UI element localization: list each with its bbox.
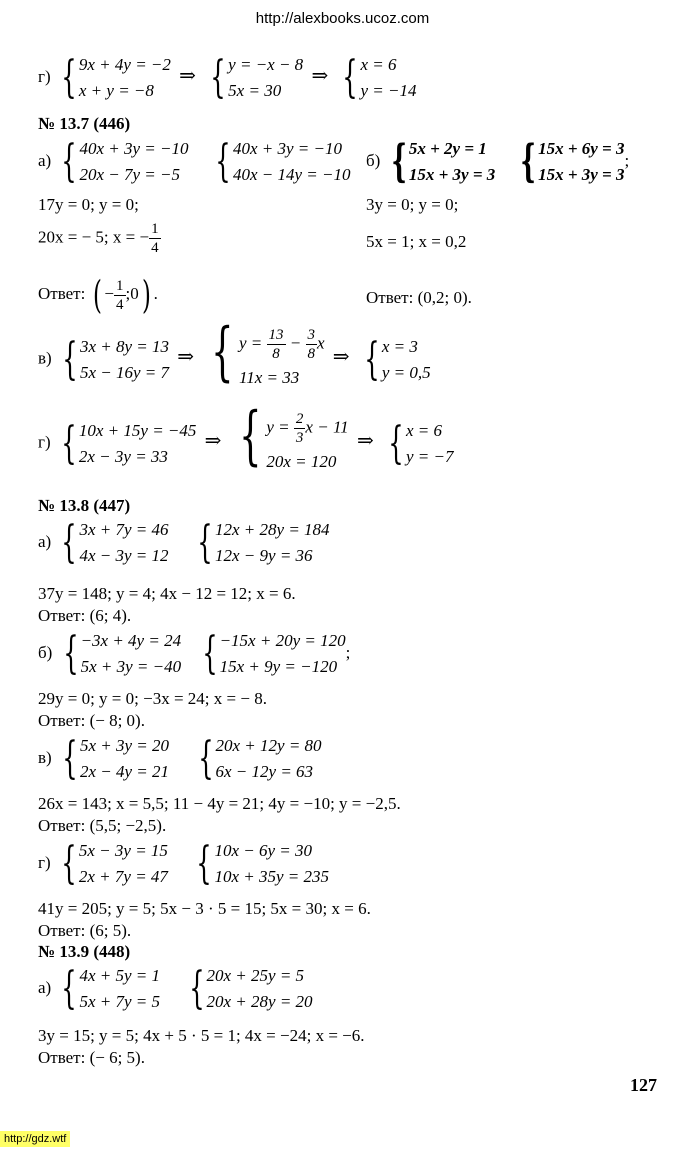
solution-line: 26x = 143; x = 5,5; 11 − 4y = 21; 4y = −10; y = −2,5. [38, 794, 401, 813]
section-title: № 13.9 (448) [38, 942, 131, 961]
answer-line: Ответ: (6; 5). [38, 921, 132, 940]
problem-138-v: в) { 5x + 3y = 20 2x − 4y = 21 { 20x + 12y = 80 6x − 12y = 63 [38, 733, 322, 784]
solution-line: 37y = 148; y = 4; 4x − 12 = 12; x = 6. [38, 584, 296, 603]
answer-137-b: Ответ: (0,2; 0). [366, 288, 472, 307]
answer-line: Ответ: (6; 4). [38, 606, 132, 625]
header-url[interactable]: http://alexbooks.ucoz.com [255, 10, 430, 27]
problem-138-a: а) { 3x + 7y = 46 4x − 3y = 12 { 12x + 28y = 184 12x − 9y = 36 [38, 517, 330, 568]
problem-137-g: г) { 10x + 15y = −45 2x − 3y = 33 ⇒ { y = $\frac{2}{3}$ x − 11 20x = 120 ⇒ { x = 6 y = −7 [38, 399, 454, 473]
system: { 9x + 4y = −2 x + y = −8 [61, 52, 171, 103]
solution-line: 29y = 0; y = 0; −3x = 24; x = − 8. [38, 689, 267, 708]
problem-137-a: а) { 40x + 3y = −10 20x − 7y = −5 { 40x + 3y = −10 40x − 14y = −10 [38, 136, 351, 187]
solution-line: 17y = 0; y = 0; [38, 195, 139, 214]
solution-line: 20x = − 5; x = − $\frac{1}{4}$ [38, 221, 159, 256]
section-title: № 13.8 (447) [38, 496, 131, 515]
answer-137-a: Ответ: ( − $\frac{1}{4}$ ;0) . [38, 273, 158, 317]
footer-url[interactable]: http://gdz.wtf [0, 1131, 70, 1147]
solution-line: 41y = 205; y = 5; 5x − 3 · 5 = 15; 5x = 30; x = 6. [38, 899, 371, 918]
problem-138-g: г) { 5x − 3y = 15 2x + 7y = 47 { 10x − 6y = 30 10x + 35y = 235 [38, 838, 329, 889]
answer-line: Ответ: (5,5; −2,5). [38, 816, 167, 835]
page-number: 127 [630, 1075, 657, 1095]
implies-arrow: ⇒ [311, 64, 329, 87]
solution-line: 3y = 0; y = 0; [366, 195, 459, 214]
system: { y = −x − 8 5x = 30 [210, 52, 304, 103]
item-label: г) [38, 66, 51, 86]
problem-137-v: в) { 3x + 8y = 13 5x − 16y = 7 ⇒ { y = $\frac{13}{8}$ − $\frac{3}{8}$ x 11x = 33 ⇒ { x = 3 y = 0,5 [38, 315, 431, 389]
problem-139-a: а) { 4x + 5y = 1 5x + 7y = 5 { 20x + 25y = 5 20x + 28y = 20 [38, 963, 313, 1014]
problem-g-prev [38, 52, 416, 104]
solution-line: 3y = 15; y = 5; 4x + 5 · 5 = 1; 4x = −24; x = −6. [38, 1026, 365, 1045]
solution-line: 5x = 1; x = 0,2 [366, 232, 467, 251]
problem-137-b: б) { 5x + 2y = 1 15x + 3y = 3 { 15x + 6y = 3 15x + 3y = 3 ; [366, 136, 630, 187]
system: { x = 6 y = −14 [342, 52, 417, 103]
answer-line: Ответ: (− 8; 0). [38, 711, 145, 730]
problem-138-b: б) { −3x + 4y = 24 5x + 3y = −40 { −15x + 20y = 120 15x + 9y = −120 ; [38, 628, 351, 679]
answer-line: Ответ: (− 6; 5). [38, 1048, 145, 1067]
section-title: № 13.7 (446) [38, 114, 131, 133]
implies-arrow: ⇒ [179, 64, 196, 87]
